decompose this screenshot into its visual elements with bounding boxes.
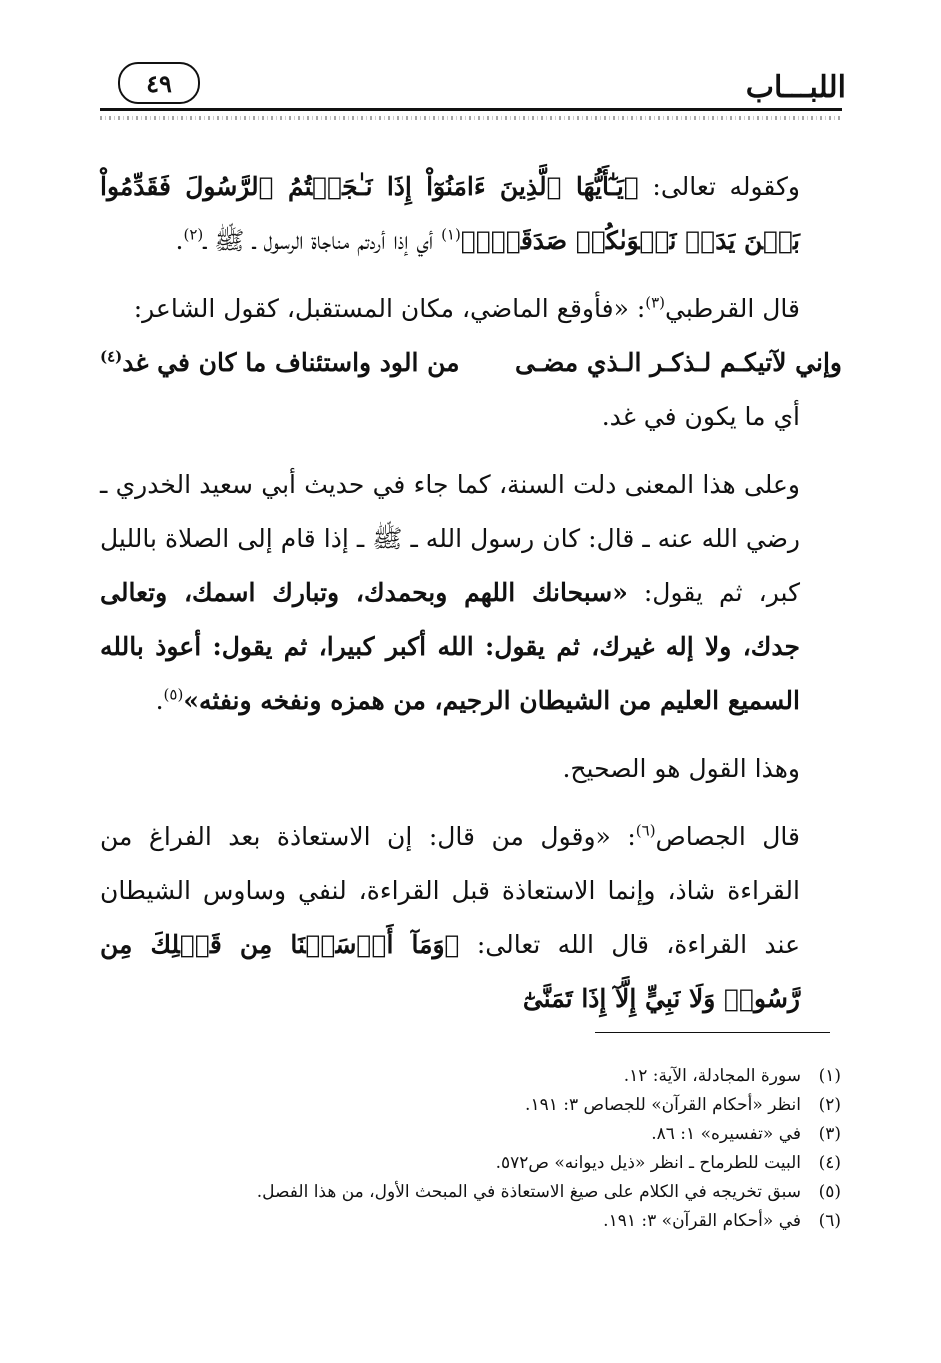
p2-lead: قال القرطبي <box>665 294 800 323</box>
p1-end: . <box>175 226 184 255</box>
footnote-ref-2[interactable]: (٢) <box>183 225 204 244</box>
footnote-text: انظر «أحكام القرآن» للجصاص ٣: ١٩١. <box>525 1095 801 1115</box>
paragraph-4 <box>100 458 842 728</box>
verse-second-hemistich <box>100 336 460 390</box>
footnote-separator <box>595 1032 830 1033</box>
footnote-6 <box>99 1207 841 1236</box>
verse-second-text: من الود واستئناف ما كان في غد <box>122 348 460 377</box>
footnotes <box>99 1062 841 1236</box>
footnote-text: في «أحكام القرآن» ٣: ١٩١. <box>603 1211 801 1231</box>
footnote-number: (٦) <box>818 1211 841 1231</box>
footnote-text: سبق تخريجه في الكلام على صيغ الاستعاذة في المبحث الأول، من هذا الفصل. <box>256 1182 801 1202</box>
p6-verse: ﴿وَمَآ أَرۡسَلۡنَا مِن قَبۡلِكَ مِن رَّسُولٖ وَلَا نَبِيٍّ إِلَّآ إِذَا تَمَنَّىٰٓ <box>100 930 800 1013</box>
p4-lead: وعلى هذا المعنى دلت السنة، كما جاء في حديث أبي سعيد الخدري ـ رضي الله عنه ـ قال: كان رسول الله ـ ﷺ ـ إذا قام إلى الصلاة بالليل كبر، ثم يقول: <box>100 470 800 607</box>
header-rule <box>100 108 842 111</box>
page-number <box>118 62 200 104</box>
p4-end: . <box>155 686 164 715</box>
footnote-number: (١) <box>818 1066 841 1086</box>
header-rule-texture <box>100 116 842 120</box>
footnote-text: سورة المجادلة، الآية: ١٢. <box>623 1066 801 1086</box>
footnote-2 <box>99 1091 841 1120</box>
footnote-ref-5[interactable]: (٥) <box>163 685 184 704</box>
footnote-1 <box>99 1062 841 1091</box>
footnote-ref-6[interactable]: (٦) <box>635 821 656 840</box>
p1-tail: أي إذا أردتم مناجاة الرسول ـ ﷺ ـ <box>203 226 442 255</box>
main-text <box>100 160 842 1026</box>
poetry-verse <box>100 336 842 390</box>
p1-lead: وكقوله تعالى: <box>638 172 801 201</box>
page-number-text: ٤٩ <box>146 68 172 98</box>
footnote-4 <box>99 1149 841 1178</box>
footnote-ref-3[interactable]: (٣) <box>645 293 666 312</box>
footnote-number: (٥) <box>818 1182 841 1202</box>
footnote-5 <box>99 1178 841 1207</box>
p2-text: : «فأوقع الماضي، مكان المستقبل، كقول الشاعر: <box>133 294 646 323</box>
footnote-number: (٢) <box>818 1095 841 1115</box>
footnote-ref-4[interactable]: (٤) <box>100 347 123 366</box>
footnote-3 <box>99 1120 841 1149</box>
running-header-title: اللبـــاب <box>745 70 846 105</box>
paragraph-6 <box>100 810 842 1026</box>
footnote-number: (٣) <box>818 1124 841 1144</box>
p1-verse: ﴿يَـٰٓأَيُّهَا ٱلَّذِينَ ءَامَنُوٓاْ إِذَا نَـٰجَيۡتُمُ ٱلرَّسُولَ فَقَدِّمُواْ بَيۡنَ يَدَيۡ نَجۡوَىٰكُمۡ صَدَقَةٗۚ﴾ <box>100 172 800 255</box>
footnote-text: البيت للطرماح ـ انظر «ذيل ديوانه» ص٥٧٢. <box>495 1153 801 1173</box>
p4-hadith-quote: «سبحانك اللهم وبحمدك، وتبارك اسمك، وتعالى جدك، ولا إله غيرك، ثم يقول: الله أكبر كبيرا، ثم يقول: أعوذ بالله السميع العليم من الشيطان الرجيم، من همزه ونفخه ونفثه» <box>100 578 800 715</box>
p6-lead: قال الجصاص <box>655 822 801 851</box>
footnote-text: في «تفسيره» ١: ٨٦. <box>651 1124 801 1144</box>
footnote-number: (٤) <box>818 1153 841 1173</box>
paragraph-3: أي ما يكون في غد. <box>601 402 800 431</box>
p6-text: : «وقول من قال: إن الاستعاذة بعد الفراغ من القراءة شاذ، وإنما الاستعاذة قبل القراءة، لنفي وساوس الشيطان عند القراءة، قال الله تعالى: <box>100 822 800 959</box>
paragraph-1 <box>100 160 842 268</box>
footnote-ref-1[interactable]: (١) <box>441 225 461 244</box>
verse-first-hemistich: وإني لآتيكـم لـذكـر الـذي مضـى <box>514 348 842 377</box>
paragraph-5: وهذا القول هو الصحيح. <box>562 754 800 783</box>
paragraph-2 <box>100 282 842 336</box>
